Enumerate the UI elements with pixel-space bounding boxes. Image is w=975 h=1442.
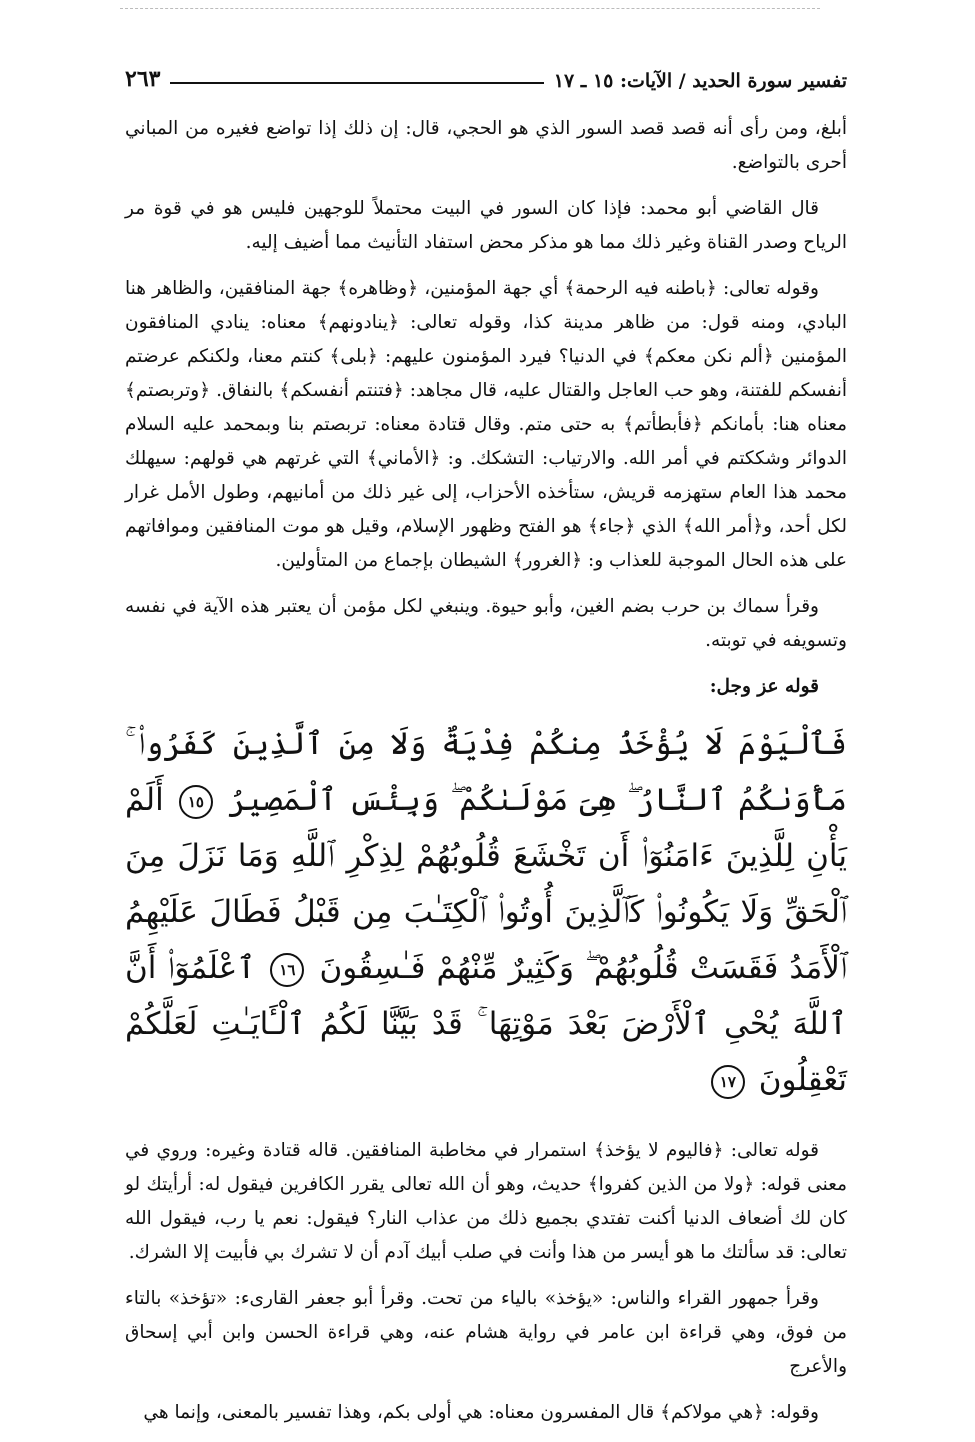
paragraph-6: قوله تعالى: ﴿فاليوم لا يؤخذ﴾ استمرار في مخاطبة المنافقين. قاله قتادة وغيره: وروي في معنى قوله: ﴿ولا من الذين كفروا﴾ حديث، وهو أن الله تعالى يقرر الكافرين فيقول له: أرأيتك لو كان لك أضعاف الدنيا أكنت تفتدي بجميع ذلك من عذاب النار؟ فيقول: نعم يا رب، فيقول الله تعالى: قد سألتك ما هو أيسر من هذا وأنت في صلب أبيك آدم أن لا تشرك بي فأبيت إلا الشرك. [125, 1140, 847, 1263]
header-title: تفسير سورة الحديد / الآيات: ١٥ ـ ١٧ [553, 70, 847, 92]
ayah-number-15-icon: ١٥ [179, 785, 213, 819]
paragraph-8: وقوله: ﴿هي مولاكم﴾ قال المفسرون معناه: هي أولى بكم، وهذا تفسير بالمعنى، وإنما هي [143, 1402, 819, 1423]
page-number: ٢٦٣ [125, 66, 161, 92]
paragraph-1: أبلغ، ومن رأى أنه قصد قصد السور الذي هو الحجي، قال: إن ذلك إذا تواضع فغيره من المباني أحرى بالتواضع. [125, 118, 847, 173]
paragraph-7: وقرأ جمهور القراء والناس: «يؤخذ» بالياء من تحت. وقرأ أبو جعفر القارىء: «تؤخذ» بالتاء من فوق، وهي قراءة ابن عامر في رواية هشام عنه، وهي قراءة الحسن وابن أبي إسحاق والأعرج [125, 1288, 847, 1377]
quran-block [125, 716, 847, 1108]
paragraph-3: وقوله تعالى: ﴿باطنه فيه الرحمة﴾ أي جهة المؤمنين، ﴿وظاهره﴾ جهة المنافقين، والظاهر هنا البادي، ومنه قول: من ظاهر مدينة كذا، وقوله تعالى: ﴿ينادونهم﴾ معناه: ينادي المنافقون المؤمنين ﴿ألم نكن معكم﴾ في الدنيا؟ فيرد المؤمنون عليهم: ﴿بلى﴾ كنتم معنا، ولكنكم عرضتم أنفسكم للفتنة، وهو حب العاجل والقتال عليه، قال مجاهد: ﴿فتنتم أنفسكم﴾ بالنفاق. ﴿وتربصتم﴾ معناه هنا: بأمانكم ﴿فأبطأتم﴾ به حتى متم. وقال قتادة معناه: تربصتم بنا وبمحمد عليه السلام الدوائر وشككتم في أمر الله. والارتياب: التشكك. و: ﴿الأماني﴾ التي غرتهم هي قولهم: سيهلك محمد هذا العام ستهزمه قريش، ستأخذه الأحزاب، إلى غير ذلك من أمانيهم، وطول الأمل غرار لكل أحد، و﴿أمر الله﴾ الذي ﴿جاء﴾ هو الفتح وظهور الإسلام، وقيل هو موت المنافقين وموافاتهم على هذه الحال الموجبة للعذاب و: ﴿الغرور﴾ الشيطان بإجماع من المتأولين. [125, 278, 847, 571]
scan-top-marks [120, 8, 820, 11]
paragraph-4: وقرأ سماك بن حرب بضم الغين، وأبو حيوة. وينبغي لكل مؤمن أن يعتبر هذه الآية في نفسه وتسويفه في توبته. [125, 596, 847, 651]
verse-16-text: أَلَمْ يَأْنِ لِلَّذِينَ ءَامَنُوٓا۟ أَن تَخْشَعَ قُلُوبُهُمْ لِذِكْرِ ٱللَّهِ وَمَا نَزَلَ مِنَ ٱلْحَقِّ وَلَا يَكُونُوا۟ كَٱلَّذِينَ أُوتُوا۟ ٱلْكِتَـٰبَ مِن قَبْلُ فَطَالَ عَلَيْهِمُ ٱلْأَمَدُ فَقَسَتْ قُلُوبُهُمْ ۖ وَكَثِيرٌ مِّنْهُمْ فَـٰسِقُونَ [125, 782, 847, 986]
paragraph-2: قال القاضي أبو محمد: فإذا كان السور في البيت محتملاً للوجهين فليس هو في قوة مر الرياح وصدر القناة وغير ذلك مما هو مذكر محض استفاد التأنيث مما أضيف إليه. [125, 198, 847, 253]
verse-15-text: فَٱلْيَوْمَ لَا يُؤْخَذُ مِنكُمْ فِدْيَةٌ وَلَا مِنَ ٱلَّذِينَ كَفَرُوا۟ ۚ مَأْوَىٰكُمُ ٱلنَّارُ ۖ هِىَ مَوْلَىٰكُمْ ۖ وَبِئْسَ ٱلْمَصِيرُ [125, 726, 848, 818]
ayah-number-16-icon: ١٦ [270, 953, 304, 987]
ayah-number-17-icon: ١٧ [711, 1065, 745, 1099]
page-body [125, 112, 847, 1442]
header-rule [170, 82, 543, 84]
running-header [125, 62, 847, 92]
verse-17-text: ٱعْلَمُوٓا۟ أَنَّ ٱللَّهَ يُحْىِ ٱلْأَرْضَ بَعْدَ مَوْتِهَا ۚ قَدْ بَيَّنَّا لَكُمُ ٱلْـَٔايَـٰتِ لَعَلَّكُمْ تَعْقِلُونَ [125, 950, 847, 1098]
verse-intro: قوله عز وجل: [709, 676, 819, 697]
